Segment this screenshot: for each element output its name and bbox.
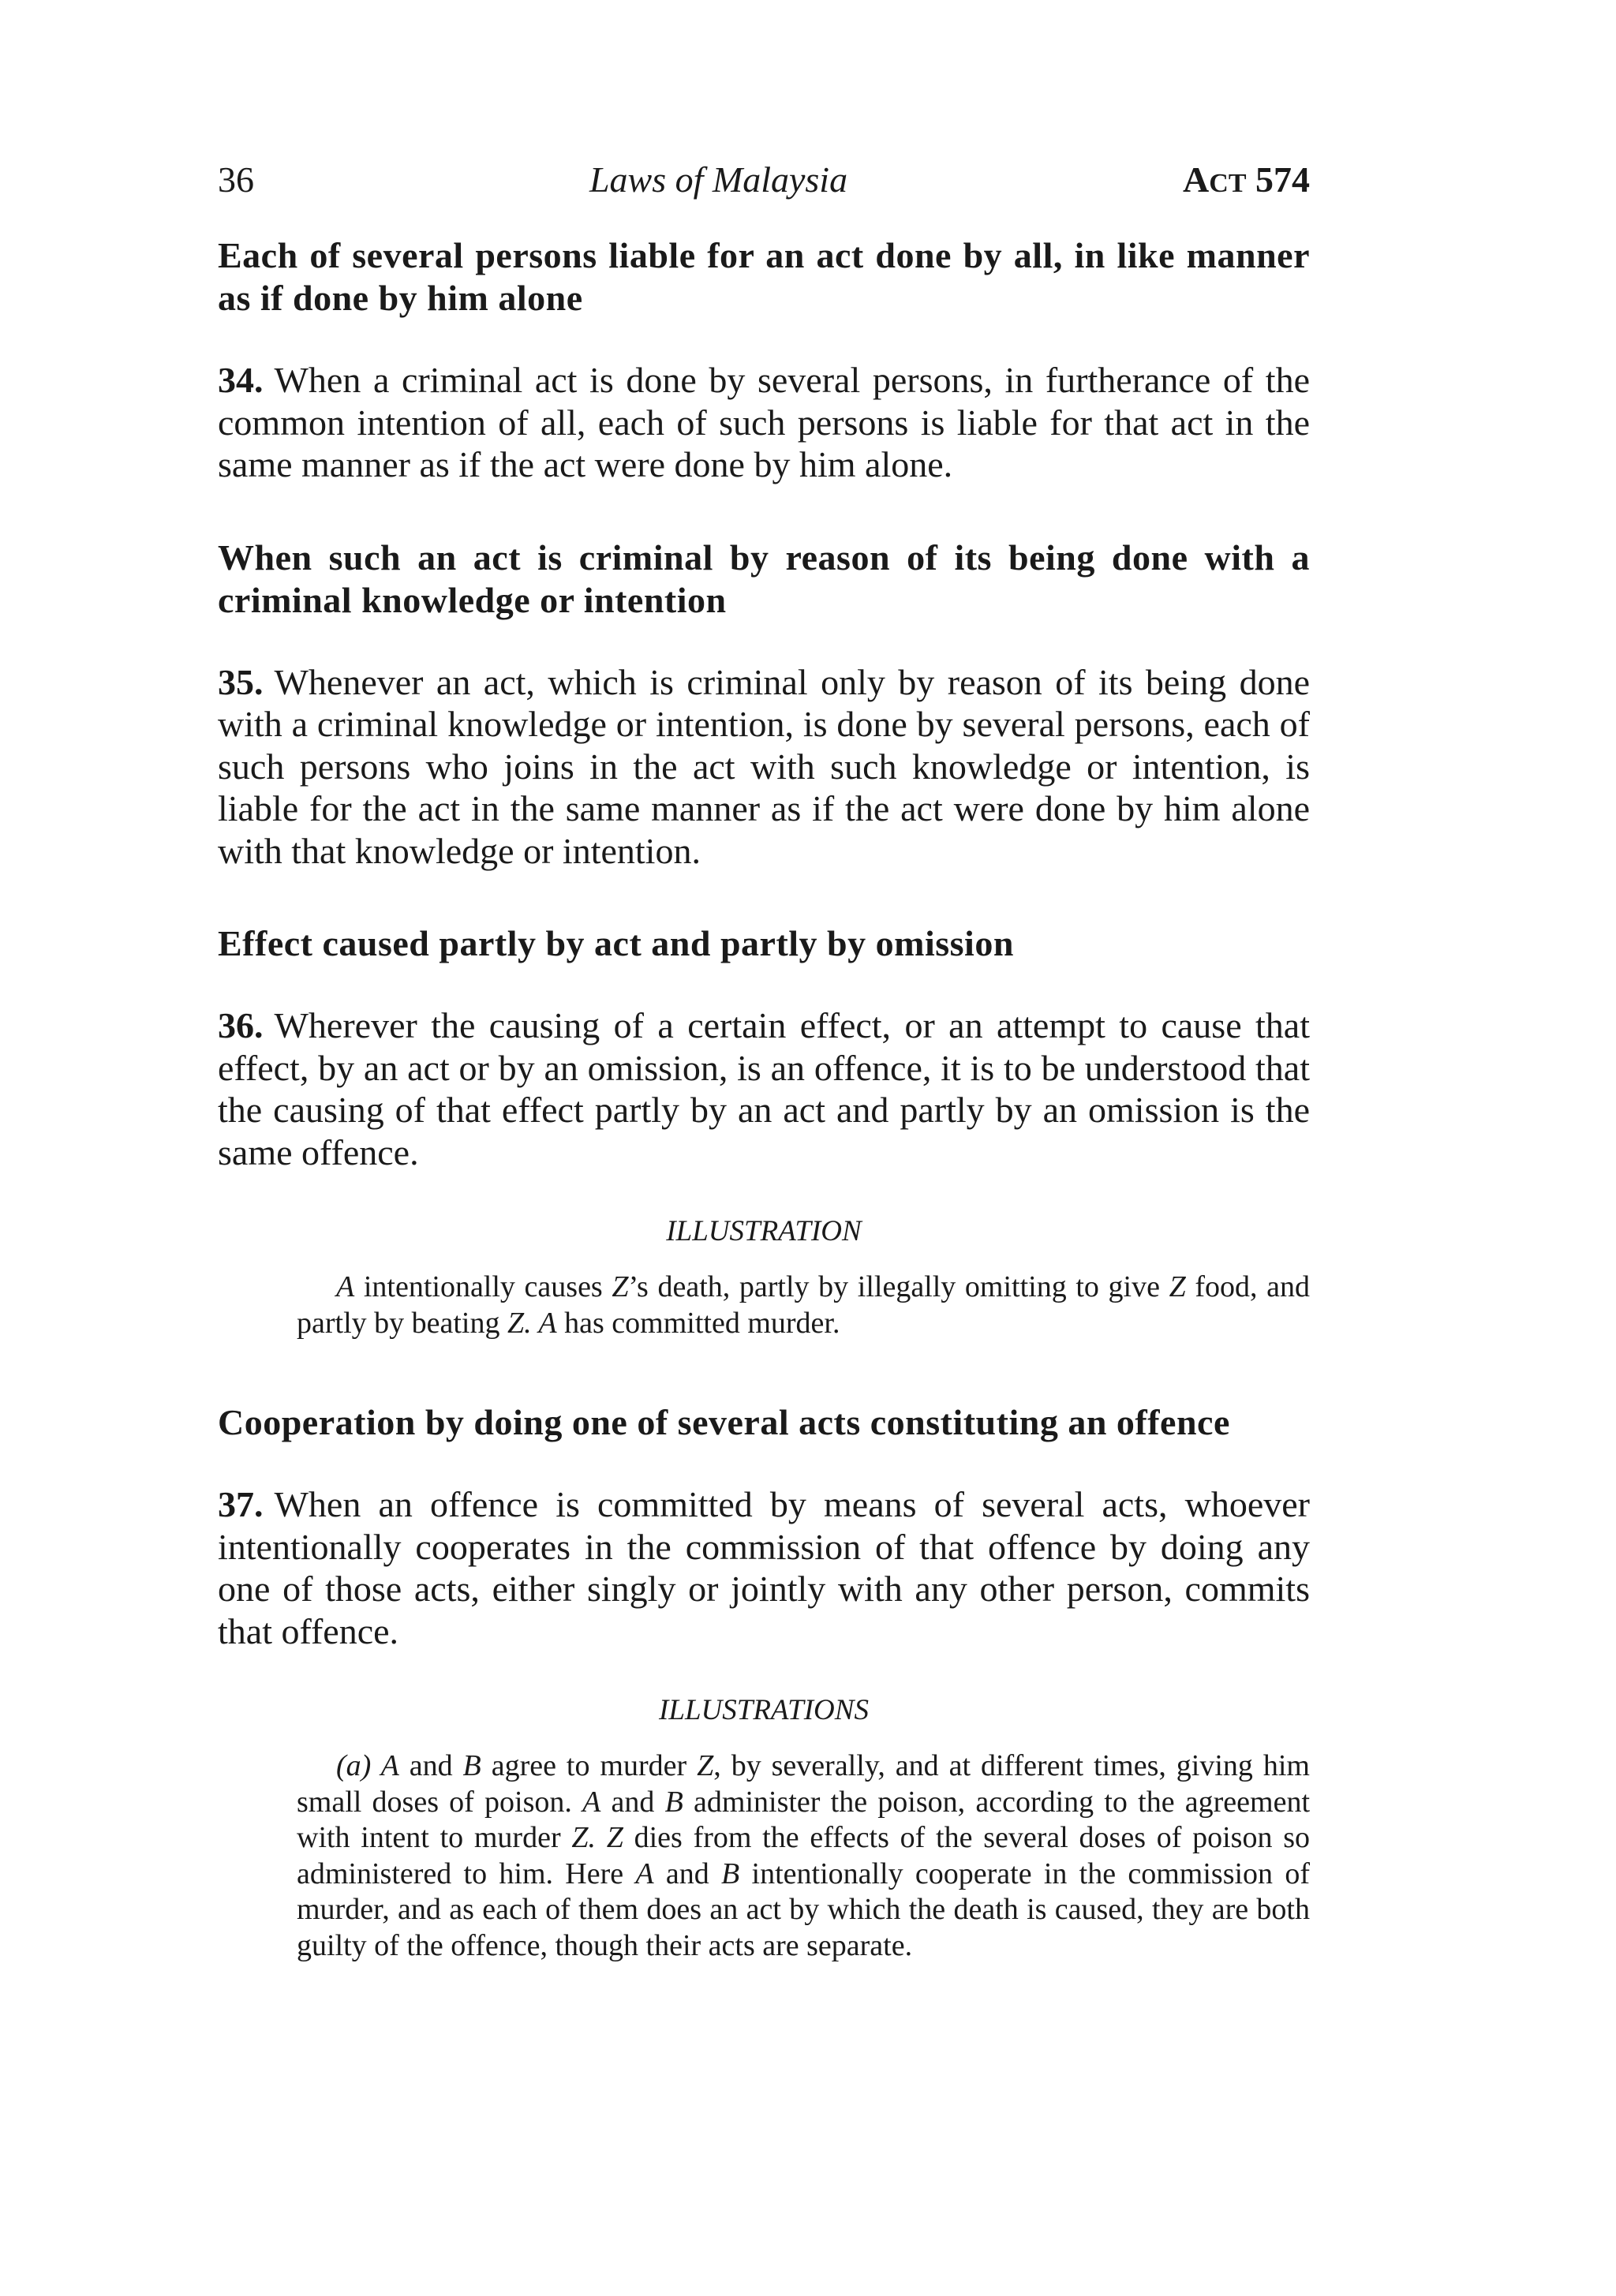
illus-text: , by severally, and at different times, giving him small doses of poison. <box>297 1749 1310 1819</box>
publication-title: Laws of Malaysia <box>589 159 848 200</box>
act-number-value: 574 <box>1255 159 1310 200</box>
section-36-illustration-title: ILLUSTRATION <box>666 1215 862 1247</box>
illus-text: B <box>462 1749 481 1782</box>
section-35-heading: When such an act is criminal by reason of its being done with a criminal knowledge or intention <box>218 537 1310 620</box>
illus-text: Z <box>612 1270 629 1303</box>
section-34-number: 34. <box>218 360 264 400</box>
section-36-body: Wherever the causing of a certain effect, or an attempt to cause that effect, by an act or by an omission, is an offence, it is to be understood that the causing of that effect partly by an act and partly by an omission is the same offence. <box>218 1005 1310 1172</box>
illus-text: and <box>600 1785 665 1819</box>
illus-text: Z. Z <box>571 1821 623 1854</box>
illus-text: has committed murder. <box>556 1306 840 1340</box>
illus-text: Z <box>1169 1270 1186 1303</box>
section-36-number: 36. <box>218 1005 264 1045</box>
illus-text: Z <box>697 1749 714 1782</box>
illus-text: intentionally causes <box>354 1270 612 1303</box>
illus-text: A <box>336 1270 355 1303</box>
illus-text: B <box>721 1857 740 1890</box>
illus-text: Z. A <box>507 1306 557 1340</box>
document-page <box>218 158 1310 2024</box>
act-prefix: A <box>1183 159 1210 200</box>
section-37-heading: Cooperation by doing one of several acts constituting an offence <box>218 1402 1230 1442</box>
illus-text: A <box>635 1857 654 1890</box>
illus-text: administer the poison, according to the agreement with intent to murder <box>297 1785 1311 1854</box>
section-37-illustrations-title: ILLUSTRATIONS <box>659 1694 869 1726</box>
act-number <box>1183 158 1310 206</box>
illus-text: A <box>582 1785 601 1819</box>
section-34-text <box>218 359 1310 486</box>
page-number: 36 <box>218 159 254 200</box>
illus-text: and <box>398 1749 463 1782</box>
section-35-number: 35. <box>218 661 264 702</box>
section-37-text <box>218 1483 1310 1652</box>
section-36-heading: Effect caused partly by act and partly by omission <box>218 923 1014 963</box>
running-header <box>218 158 1310 206</box>
illus-text: ’s death, partly by illegally omitting to give <box>628 1270 1169 1303</box>
illus-text: B <box>664 1785 683 1819</box>
illus-text: agree to murder <box>481 1749 698 1782</box>
illus-text: intentionally cooperate in the commission of murder, and as each of them does an act by which the death is caused, they are both guilty of the offence, though their acts are separate. <box>297 1857 1310 1962</box>
illus-text: (a) A <box>336 1749 399 1782</box>
act-smallcaps: CT <box>1209 169 1247 198</box>
section-36-text <box>218 1004 1310 1173</box>
section-34-heading: Each of several persons liable for an act done by all, in like manner as if done by him alone <box>218 235 1310 318</box>
illus-text: and <box>653 1857 722 1890</box>
section-37-number: 37. <box>218 1484 264 1524</box>
illus-text: food, and partly by beating <box>297 1270 1310 1340</box>
section-36-illustration <box>297 1270 1310 1341</box>
section-34-body: When a criminal act is done by several persons, in furtherance of the common intention of all, each of such persons is liable for that act in the same manner as if the act were done by him alone. <box>218 360 1310 484</box>
illus-text: dies from the effects of the several doses of poison so administered to him. Here <box>297 1821 1310 1890</box>
section-37-body: When an offence is committed by means of several acts, whoever intentionally cooperates in the commission of that offence by doing any one of those acts, either singly or jointly with any other person, commits that offence. <box>218 1484 1310 1651</box>
section-35-body: Whenever an act, which is criminal only by reason of its being done with a criminal knowledge or intention, is done by several persons, each of such persons who joins in the act with such knowledge or intention, is liable for the act in the same manner as if the act were done by him alone with that knowledge or intention. <box>218 661 1310 871</box>
section-37-illustration-a <box>297 1748 1310 1964</box>
section-35-text <box>218 661 1310 873</box>
